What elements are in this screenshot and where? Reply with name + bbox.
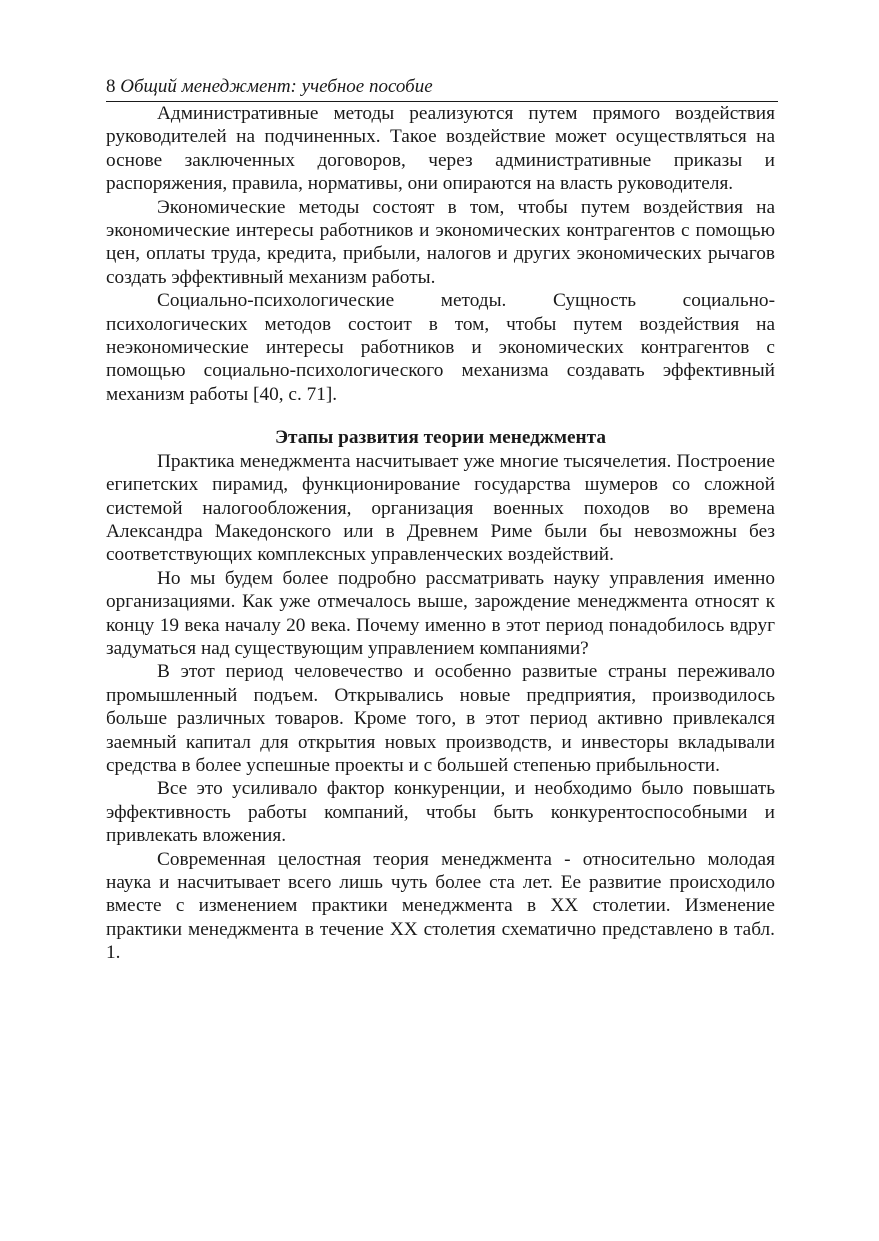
paragraph-industrial-growth: В этот период человечество и особенно развитые страны переживало промышленный подъем. Открывались новые предприятия, производилось больше различных товаров. Кроме того, в этот период активно привлекался заемный капитал для открытия новых производств, и инвесторы вкладывали средства в более успешные проекты и с большей степенью прибыльности. (106, 661, 775, 776)
section-heading: Этапы развития теории менеджмента (274, 427, 607, 449)
paragraph-management-science-origin: Но мы будем более подробно рассматривать науку управления именно организациями. Как уже отмечалось выше, зарождение менеджмента относят к концу 19 века началу 20 века. Почему именно в этот период понадобилось вдруг задуматься над существующим управлением компаниями? (106, 567, 775, 659)
paragraph-management-practice-history: Практика менеджмента насчитывает уже многие тысячелетия. Построение египетских пирамид, функционирование государства шумеров со сложной системой налогообложения, организация военных походов во времена Александра Македонского или в Древнем Риме были бы невозможны без соответствующих комплексных управленческих воздействий. (106, 450, 775, 566)
paragraph-modern-theory: Современная целостная теория менеджмента - относительно молодая наука и насчитывает всего лишь чуть более ста лет. Ее развитие происходило вместе с изменением практики менеджмента в XX столетии. Изменение практики менеджмента в течение XX столетия схематично представлено в табл. 1. (106, 848, 775, 964)
paragraph-administrative-methods: Административные методы реализуются путем прямого воздействия руководителей на подчиненных. Такое воздействие может осуществляться на основе заключенных договоров, через административные приказы и распоряжения, правила, нормативы, они опираются на власть руководителя. (106, 103, 775, 195)
book-title: Общий менеджмент: учебное пособие (120, 76, 433, 97)
running-header (106, 74, 778, 102)
paragraph-economic-methods: Экономические методы состоят в том, чтобы путем воздействия на экономические интересы работников и экономических контрагентов с помощью цен, оплаты труда, кредита, прибыли, налогов и других экономических рычагов создать эффективный механизм работы. (106, 196, 775, 288)
paragraph-competition: Все это усиливало фактор конкуренции, и необходимо было повышать эффективность работы компаний, чтобы быть конкурентоспособными и привлекать вложения. (106, 778, 775, 847)
body-text (106, 102, 775, 965)
paragraph-socio-psychological-methods: Социально-психологические методы. Сущность социально-психологических методов состоит в том, чтобы путем воздействия на неэкономические интересы работников и экономических контрагентов с помощью социально-психологического механизма создавать эффективный механизм работы [40, с. 71]. (106, 290, 775, 405)
page-number: 8 (106, 76, 116, 97)
